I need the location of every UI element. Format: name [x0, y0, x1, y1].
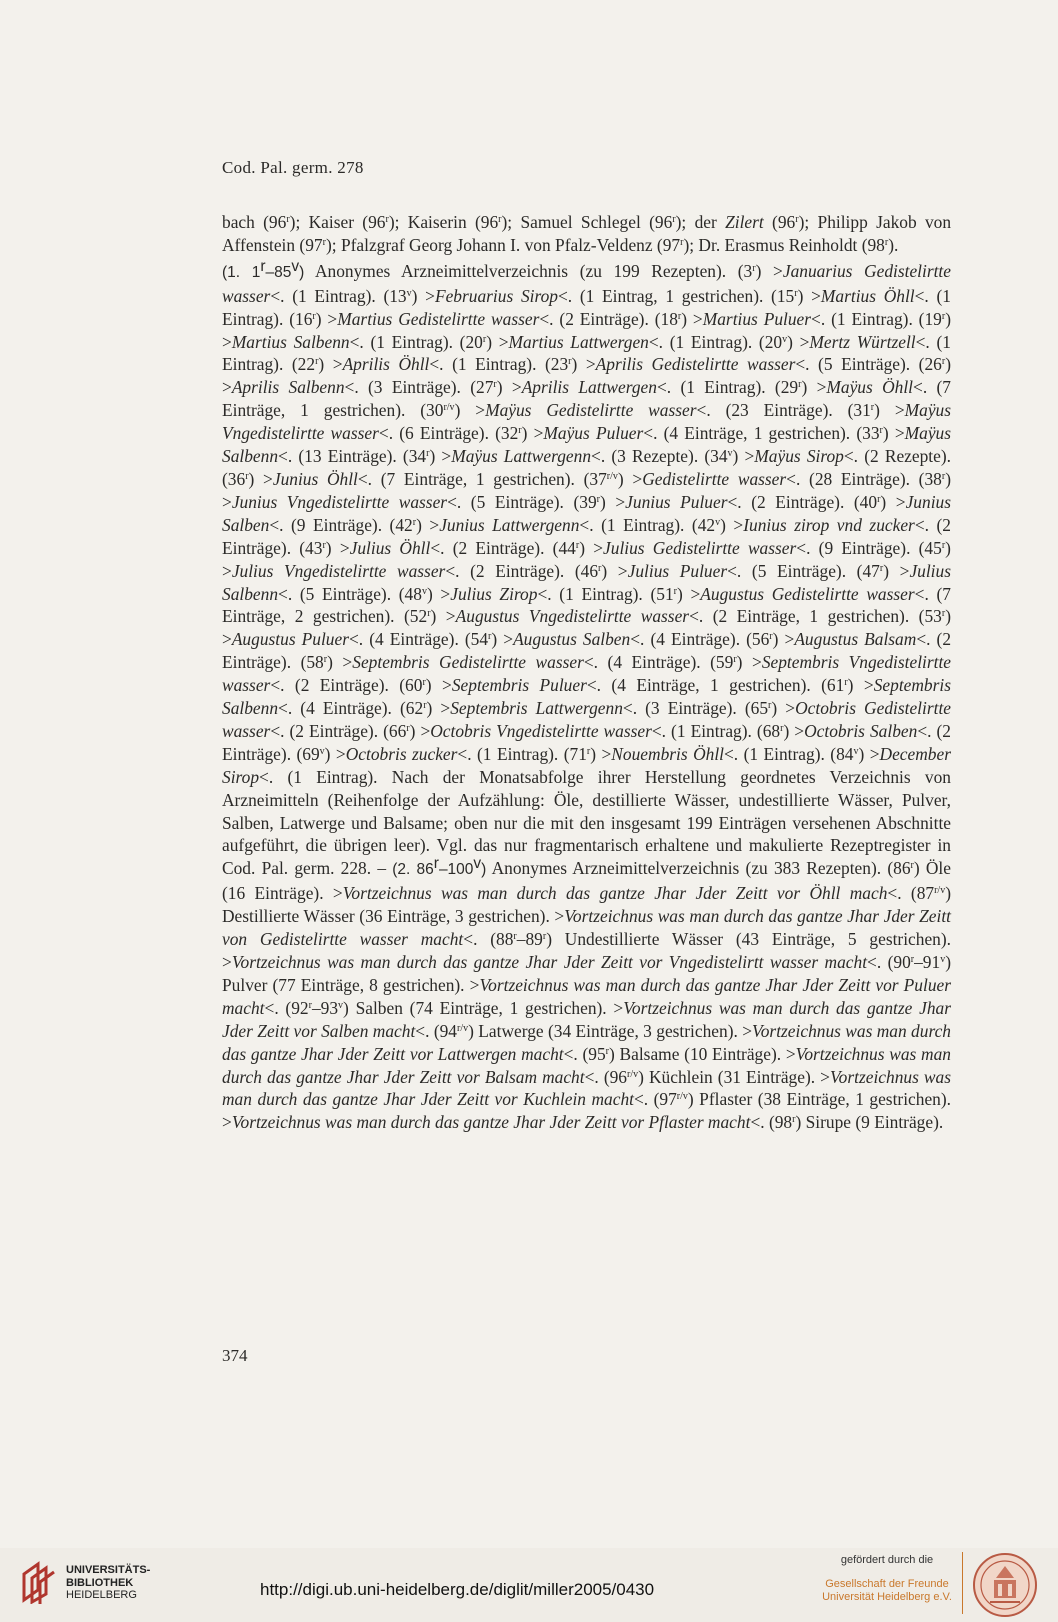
folio-side: r [542, 931, 547, 943]
title-italic: Januarius Gedistelirtte wasser [222, 260, 951, 306]
title-italic: Junius Vngedistelirtte wasser [231, 491, 448, 512]
title-italic: Iunius zirop vnd zucker [743, 514, 915, 535]
title-italic: Mertz Würtzell [809, 331, 916, 352]
title-italic: Maÿus Salbenn [222, 423, 952, 467]
sponsor-intro: gefördert durch die [840, 1554, 934, 1566]
folio-side: r/v [443, 402, 455, 414]
title-italic: Februarius Sirop [434, 285, 558, 306]
folio-side: r/v [606, 470, 618, 482]
title-italic: Augustus Gedistelirtte wasser [700, 583, 915, 604]
title-italic: Vortzeichnus was man durch das gantze Jhar Jder Zeitt vor Balsam macht [222, 1043, 951, 1087]
section-ref-side: r [260, 257, 266, 275]
title-italic: Aprilis Öhll [342, 354, 430, 375]
paragraph-1: bach (96$^r$); Kaiser (96$^r$); Kaiserin (96$^r$); Samuel Schlegel (96$^r$); der Zilert (96$^r$); Philipp Jakob von Affenstein (97$^r$); Pfalzgraf Georg Johann I. von Pfalz-Veldenz (97$^r$); Dr. Erasmus Reinholdt (98$^r$). [222, 212, 952, 255]
footer-divider [962, 1552, 963, 1614]
title-italic: Vortzeichnus was man durch das gantze Jhar Jder Zeitt vor Vngedistelirtt wasser macht [231, 952, 868, 972]
title-italic: Octobris Salben [804, 720, 918, 741]
folio-side: v [782, 333, 788, 345]
title-italic: Septembris Salbenn [222, 675, 951, 719]
folio-side: v [338, 999, 344, 1011]
folio-side: r [941, 608, 946, 620]
title-italic: Vortzeichnus was man durch das gantze Jhar Jder Zeitt vor Öhll mach [342, 883, 888, 904]
folio-side: r/v [676, 1091, 688, 1103]
title-italic: Octobris Gedistelirtte wasser [222, 698, 951, 741]
folio-side: v [853, 745, 859, 757]
title-italic: Augustus Vngedistelirtte wasser [455, 606, 690, 627]
title-italic: Vortzeichnus was man durch das gantze Jhar Jder Zeitt von Gedistelirtte wasser macht [222, 906, 951, 950]
folio-side: r [798, 379, 802, 391]
library-name-line-2: BIBLIOTHEK [66, 1576, 134, 1589]
title-italic: Junius Salben [222, 491, 951, 535]
folio-side: r [596, 493, 600, 505]
title-italic: Augustus Salben [513, 629, 631, 650]
section-ref: (2. 86 [392, 861, 434, 879]
folio-side: r [879, 425, 883, 437]
folio-side: r [769, 631, 773, 643]
title-italic: December Sirop [222, 743, 951, 787]
title-italic: Vortzeichnus was man durch das gantze Jhar Jder Zeitt vor Salben macht [222, 997, 951, 1041]
paragraph-2: (1. 1$^r$–85$^v$) Anonymes Arzneimittelverzeichnis (zu 199 Rezepten). $(3^r)$ >Januarius Gedistelirtte wasser<. (1 Eintrag). $(13^v)$ >Februarius Sirop<. (1 Eintrag, 1 gestrichen). $(15^r)$ >Martius Öhll<. (1 Eintrag). $(16^r)$ >Martius Gedistelirtte wasser<. (2 Einträge). $(18^r)$ >Martius Puluer<. (1 Eintrag). $(19^r)$ >Martius Salbenn<. (1 Eintrag). $(20^r)$ >Martius Lattwergen<. (1 Eintrag). $(20^v)$ >Mertz Würtzell<. (1 Eintrag). $(22^r)$ >Aprilis Öhll<. (1 Eintrag). $(23^r)$ >Aprilis Gedistelirtte wasser<. (5 Einträge). $(26^r)$ >Aprilis Salbenn<. (3 Einträge). $(27^r)$ >Aprilis Lattwergen<. (1 Eintrag). $(29^r)$ >Maÿus Öhll<. (7 Einträge, 1 gestrichen). $(30^{r/v})$ >Maÿus Gedistelirtte wasser<. (23 Einträge). $(31^r)$ >Maÿus Vngedistelirtte wasser<. (6 Einträge). $(32^r)$ >Maÿus Puluer<. (4 Einträge, 1 gestrichen). $(33^r)$ >Maÿus Salbenn<. (13 Einträge). $(34^r)$ >Maÿus Lattwergenn<. (3 Rezepte). $(34^v)$ >Maÿus Sirop<. (2 Rezepte). $(36^r)$ >Junius Öhll<. (7 Einträge, 1 gestrichen). $(37^{r/v})$ >Gedistelirtte wasser<. (28 Einträge). $(38^r)$ >Junius Vngedistelirtte wasser<. (5 Einträge). $(39^r)$ >Junius Puluer<. (2 Einträge). $(40^r)$ >Junius Salben<. (9 Einträge). $(42^r)$ >Junius Lattwergenn<. (1 Eintrag). $(42^v)$ >Iunius zirop vnd zucker<. (2 Einträge). $(43^r)$ >Julius Öhll<. (2 Einträge). $(44^r)$ >Julius Gedistelirtte wasser<. (9 Einträge). $(45^r)$ >Julius Vngedistelirtte wasser<. (2 Einträge). $(46^r)$ >Julius Puluer<. (5 Einträge). $(47^r)$ >Julius Salbenn<. (5 Einträge). $(48^v)$ >Julius Zirop<. (1 Eintrag). $(51^r)$ >Augustus Gedistelirtte wasser<. (7 Einträge, 2 gestrichen). $(52^r)$ >Augustus Vngedistelirtte wasser<. (2 Einträge, 1 gestrichen). $(53^r)$ >Augustus Puluer<. (4 Einträge). $(54^r)$ >Augustus Salben<. (4 Einträge). $(56^r)$ >Augustus Balsam<. (2 Einträge). $(58^r)$ >Septembris Gedistelirtte wasser<. (4 Einträge). $(59^r)$ >Septembris Vngedistelirtte wasser<. (2 Einträge). $(60^r)$ >Septembris Puluer<. (4 Einträge, 1 gestrichen). $(61^r)$ >Septembris Salbenn<. (4 Einträge). $(62^r)$ >Septembris Lattwergenn<. (3 Einträge). $(65^r)$ >Octobris Gedistelirtte wasser<. (2 Einträge). $(66^r)$ >Octobris Vngedistelirtte wasser<. (1 Eintrag). $(68^r)$ >Octobris Salben<. (2 Einträge). $(69^v)$ >Octobris zucker<. (1 Eintrag). $(71^r)$ >Nouembris Öhll<. (1 Eintrag). $(84^v)$ >December Sirop<. (1 Eintrag). Nach der Monatsabfolge ihrer Herstellung geordnetes Verzeichnis von Arzneimitteln (Reihenfolge der Aufzählung: Öle, destillierte Wässer, undestillierte Wässer, Pulver, Salben, Latwerge und Balsame; oben nur die mit den insgesamt 199 Einträgen versehenen Abschnitte aufgeführt, die übrigen leer). Vgl. das nur fragmentarisch erhaltene und makulierte Rezeptregister in Cod. Pal. germ. 228. – (2. 86$^r$–100$^v$) Anonymes Arzneimittelverzeichnis (zu 383 Rezepten). (86$^r$) Öle (16 Einträge). >Vortzeichnus was man durch das gantze Jhar Jder Zeitt vor Öhll mach<. $(87^{r/v})$ Destillierte Wässer (36 Einträge, 3 gestrichen). >Vortzeichnus was man durch das gantze Jhar Jder Zeitt von Gedistelirtte wasser macht<. (88$^r$–89$^r$) Undestillierte Wässer (43 Einträge, 5 gestrichen). >Vortzeichnus was man durch das gantze Jhar Jder Zeitt vor Vngedistelirtt wasser macht<. (90$^r$–91$^v$) Pulver (77 Einträge, 8 gestrichen). >Vortzeichnus was man durch das gantze Jhar Jder Zeitt vor Puluer macht<. (92$^r$–93$^v$) Salben (74 Einträge, 1 gestrichen). >Vortzeichnus was man durch das gantze Jhar Jder Zeitt vor Salben macht<. $(94^{r/v})$ Latwerge (34 Einträge, 3 gestrichen). >Vortzeichnus was man durch das gantze Jhar Jder Zeitt vor Lattwergen macht<. (95$^r$) Balsame (10 Einträge). >Vortzeichnus was man durch das gantze Jhar Jder Zeitt vor Balsam macht<. $(96^{r/v})$ Küchlein (31 Einträge). >Vortzeichnus was man durch das gantze Jhar Jder Zeitt vor Kuchlein macht<. $(97^{r/v})$ Pflaster (38 Einträge, 1 gestrichen). >Vortzeichnus was man durch das gantze Jhar Jder Zeitt vor Pflaster macht<. (98$^r$) Sirupe (9 Einträge). [222, 257, 952, 1133]
title-italic: Septembris Gedistelirtte wasser [352, 652, 584, 673]
folio-side: r [575, 539, 580, 551]
folio-side: r [518, 425, 522, 437]
folio-side: r [680, 236, 684, 248]
section-ref-side: v [473, 855, 482, 873]
folio-side: v [715, 516, 721, 528]
title-italic: Gedistelirtte wasser [642, 468, 787, 489]
title-italic: Vortzeichnus was man durch das gantze Jhar Jder Zeitt vor Kuchlein macht [222, 1066, 951, 1110]
folio-side: r [673, 585, 677, 597]
folio-side: r [794, 287, 798, 299]
title-italic: Julius Salbenn [222, 560, 951, 604]
folio-side: r [322, 539, 326, 551]
folio-side: r [795, 214, 799, 225]
folio-side: r [677, 310, 682, 322]
folio-side: r [385, 214, 389, 225]
university-seal-icon [972, 1552, 1038, 1618]
section-ref: –100 [438, 861, 474, 879]
folio-side: r [879, 562, 884, 574]
folio-side: r [513, 931, 517, 943]
folio-side: r [605, 1045, 610, 1057]
folio-side: r [768, 700, 772, 712]
title-italic: Julius Zirop [450, 583, 538, 604]
footer-bar [0, 1548, 1058, 1622]
folio-side: r [406, 722, 410, 734]
folio-side: v [727, 448, 733, 460]
title-italic: Septembris Vngedistelirtte wasser [222, 652, 952, 696]
title-italic: Octobris zucker [345, 743, 458, 764]
title-italic: Julius Öhll [349, 537, 431, 558]
section-ref-side: r [433, 855, 439, 873]
section-ref-side: v [291, 257, 300, 275]
title-italic: Julius Gedistelirtte wasser [603, 537, 797, 558]
folio-side: r [423, 700, 427, 712]
folio-side: r [910, 954, 915, 965]
sponsor-name-line-1: Gesellschaft der Freunde [825, 1578, 949, 1590]
title-italic: Vortzeichnus was man durch das gantze Jhar Jder Zeitt vor Lattwergen macht [222, 1020, 951, 1064]
folio-side: r [884, 236, 889, 248]
section-ref: ) [481, 861, 487, 879]
title-italic: Martius Öhll [820, 285, 915, 306]
title-italic: Maÿus Sirop [754, 446, 844, 467]
page-number: 374 [222, 1346, 248, 1365]
title-italic: Martius Lattwergen [508, 331, 649, 352]
title-italic: Septembris Lattwergenn [450, 698, 623, 719]
folio-side: r [752, 262, 756, 274]
section-ref: –85 [265, 263, 292, 281]
section-ref: (1. 1 [222, 263, 261, 281]
title-italic: Aprilis Gedistelirtte wasser [595, 354, 796, 375]
folio-side: r/v [627, 1068, 639, 1080]
folio-side: r [568, 356, 572, 368]
title-italic: Maÿus Vngedistelirtte wasser [222, 400, 952, 444]
title-italic: Vortzeichnus was man durch das gantze Jhar Jder Zeitt vor Pflaster macht [231, 1112, 751, 1133]
title-italic: Augustus Balsam [794, 629, 917, 650]
folio-side: r [245, 470, 249, 482]
title-italic: Maÿus Puluer [543, 423, 644, 444]
title-italic: Maÿus Lattwergenn [451, 446, 592, 467]
title-italic: Nouembris Öhll [611, 743, 724, 764]
title-italic: Aprilis Lattwergen [521, 377, 657, 398]
document-body [222, 211, 951, 1134]
folio-side: r [322, 236, 326, 248]
folio-side: r [482, 333, 487, 345]
folio-side: r [412, 516, 417, 528]
title-italic: Martius Puluer [702, 308, 812, 329]
folio-side: r [586, 745, 591, 757]
library-name-line-3: HEIDELBERG [66, 1589, 137, 1601]
folio-side: r [493, 379, 497, 391]
folio-side: r [426, 448, 430, 460]
title-italic: Aprilis Salbenn [231, 377, 345, 398]
folio-side: r [308, 999, 312, 1011]
library-name-line-1: UNIVERSITÄTS- [66, 1564, 151, 1576]
title-italic: Martius Gedistelirtte wasser [337, 308, 540, 329]
folio-side: v [406, 287, 412, 299]
folio-side: v [319, 745, 325, 757]
folio-side: r [422, 677, 426, 689]
title-italic: Augustus Puluer [231, 629, 349, 650]
folio-side: r [941, 356, 946, 368]
title-italic: Martius Salbenn [231, 331, 350, 352]
title-italic: Junius Lattwergenn [439, 514, 580, 535]
library-logo[interactable] [20, 1558, 160, 1614]
folio-side: r [780, 722, 784, 734]
title-italic: Julius Puluer [627, 560, 728, 581]
folio-side: r [488, 631, 492, 643]
folio-side: r [312, 310, 316, 322]
folio-side: v [940, 954, 946, 965]
title-italic: Zilert [725, 212, 764, 232]
library-name [66, 1564, 150, 1602]
folio-side: r [672, 214, 676, 225]
folio-side: r [315, 356, 319, 368]
folio-side: r [941, 470, 946, 482]
folio-side: v [421, 585, 427, 597]
running-header: Cod. Pal. germ. 278 [222, 158, 364, 177]
title-italic: Octobris Vngedistelirtte wasser [430, 720, 652, 741]
folio-side: r [286, 214, 290, 225]
title-italic: Junius Puluer [625, 491, 728, 512]
folio-side: r/v [457, 1022, 469, 1034]
title-italic: Maÿus Öhll [826, 377, 914, 398]
title-italic: Junius Öhll [272, 468, 358, 489]
title-italic: Julius Vngedistelirtte wasser [231, 560, 446, 581]
folio-side: r [792, 1114, 796, 1126]
title-italic: Maÿus Gedistelirtte wasser [485, 400, 697, 421]
folio-side: r [498, 214, 502, 225]
title-italic: Vortzeichnus was man durch das gantze Jhar Jder Zeitt vor Puluer macht [222, 974, 951, 1018]
folio-side: r [870, 402, 875, 414]
sponsor-credit[interactable] [808, 1554, 966, 1604]
folio-side: r [323, 654, 328, 666]
folio-side: r [910, 860, 914, 872]
title-italic: Septembris Puluer [451, 675, 587, 696]
folio-side: r [941, 539, 946, 551]
folio-side: r [941, 310, 946, 322]
folio-side: r [877, 493, 881, 505]
folio-side: r [733, 654, 737, 666]
section-ref: ) [299, 263, 305, 281]
sponsor-name-line-2: Universität Heidelberg e.V. [822, 1591, 952, 1603]
folio-side: r/v [934, 885, 946, 897]
library-emblem-icon [20, 1560, 60, 1604]
permalink-url[interactable]: http://digi.ub.uni-heidelberg.de/diglit/miller2005/0430 [260, 1580, 655, 1599]
folio-side: r [427, 608, 431, 620]
folio-side: r [598, 562, 602, 574]
folio-side: r [844, 677, 848, 689]
